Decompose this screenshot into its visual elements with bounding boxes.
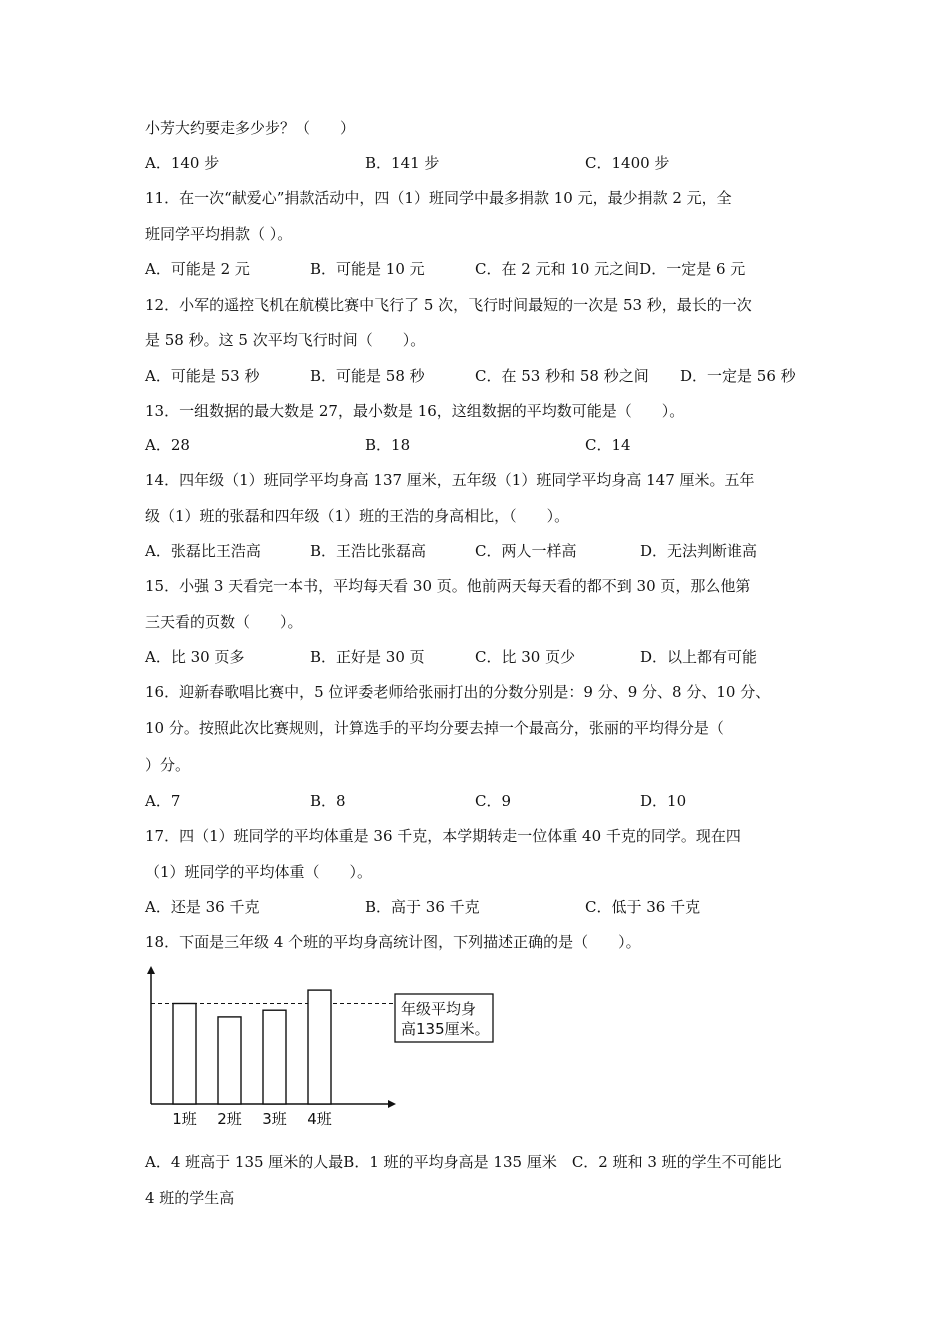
q16-option-c[interactable]: C．9 xyxy=(475,792,512,810)
q10-option-a[interactable]: A．140 步 xyxy=(145,154,220,172)
q15-option-d[interactable]: D．以上都有可能 xyxy=(640,648,758,666)
q18-options-line1[interactable]: A．4 班高于 135 厘米的人最B．1 班的平均身高是 135 厘米 C．2 班和 3 班的学生不可能比 xyxy=(145,1153,782,1171)
q17-option-c[interactable]: C．低于 36 千克 xyxy=(585,898,701,916)
q16-option-b[interactable]: B．8 xyxy=(310,792,346,810)
annotation-line2: 高135厘米。 xyxy=(401,1020,490,1038)
q14-option-a[interactable]: A．张磊比王浩高 xyxy=(145,542,261,560)
q12-stem-line1: 12．小军的遥控飞机在航模比赛中飞行了 5 次，飞行时间最短的一次是 53 秒，最长的一次 xyxy=(145,296,752,314)
category-label-2: 2班 xyxy=(217,1110,242,1128)
bar-1 xyxy=(173,1004,196,1105)
q13-option-c[interactable]: C．14 xyxy=(585,436,631,454)
q18-stem-line1: 18．下面是三年级 4 个班的平均身高统计图，下列描述正确的是（ ）。 xyxy=(145,933,641,951)
q12-option-d[interactable]: D．一定是 56 秒 xyxy=(680,367,796,385)
q13-option-a[interactable]: A．28 xyxy=(145,436,190,454)
q15-stem-line1: 15．小强 3 天看完一本书，平均每天看 30 页。他前两天每天看的都不到 30 页，那么他第 xyxy=(145,577,751,595)
q11-stem-line1: 11．在一次“献爱心”捐款活动中，四（1）班同学中最多捐款 10 元，最少捐款 2 元，全 xyxy=(145,189,732,207)
q18-options-line2: 4 班的学生高 xyxy=(145,1189,235,1207)
q13-stem-line1: 13．一组数据的最大数是 27，最小数是 16，这组数据的平均数可能是（ ）。 xyxy=(145,402,685,420)
q16-option-d[interactable]: D．10 xyxy=(640,792,687,810)
q10-option-b[interactable]: B．141 步 xyxy=(365,154,440,172)
q12-option-c[interactable]: C．在 53 秒和 58 秒之间 xyxy=(475,367,649,385)
q15-option-a[interactable]: A．比 30 页多 xyxy=(145,648,245,666)
q11-option-c-d[interactable]: C．在 2 元和 10 元之间D．一定是 6 元 xyxy=(475,260,746,278)
q11-option-b[interactable]: B．可能是 10 元 xyxy=(310,260,425,278)
category-label-3: 3班 xyxy=(262,1110,287,1128)
q16-option-a[interactable]: A．7 xyxy=(145,792,181,810)
q17-stem-line1: 17．四（1）班同学的平均体重是 36 千克，本学期转走一位体重 40 千克的同学。现在四 xyxy=(145,827,741,845)
annotation-line1: 年级平均身 xyxy=(401,1000,477,1018)
bar-3 xyxy=(263,1010,286,1104)
q17-option-a[interactable]: A．还是 36 千克 xyxy=(145,898,260,916)
category-label-4: 4班 xyxy=(307,1110,332,1128)
q16-stem-line2: 10 分。按照此次比赛规则，计算选手的平均分要去掉一个最高分，张丽的平均得分是（ xyxy=(145,719,724,737)
q15-stem-line2: 三天看的页数（ ）。 xyxy=(145,613,303,631)
q17-stem-line2: （1）班同学的平均体重（ ）。 xyxy=(145,863,373,881)
q14-stem-line1: 14．四年级（1）班同学平均身高 137 厘米，五年级（1）班同学平均身高 147 厘米。五年 xyxy=(145,471,755,489)
q14-option-b[interactable]: B．王浩比张磊高 xyxy=(310,542,427,560)
q11-stem-line2: 班同学平均捐款（ ）。 xyxy=(145,225,293,243)
q12-option-b[interactable]: B．可能是 58 秒 xyxy=(310,367,425,385)
q13-option-b[interactable]: B．18 xyxy=(365,436,411,454)
bar-4 xyxy=(308,990,331,1104)
q10-stem-end: 小芳大约要走多少步？（ ） xyxy=(145,119,356,137)
q15-option-c[interactable]: C．比 30 页少 xyxy=(475,648,576,666)
q15-option-b[interactable]: B．正好是 30 页 xyxy=(310,648,425,666)
q12-stem-line2: 是 58 秒。这 5 次平均飞行时间（ ）。 xyxy=(145,331,426,349)
q14-option-d[interactable]: D．无法判断谁高 xyxy=(640,542,758,560)
q17-option-b[interactable]: B．高于 36 千克 xyxy=(365,898,480,916)
q14-stem-line2: 级（1）班的张磊和四年级（1）班的王浩的身高相比，（ ）。 xyxy=(145,507,570,525)
q16-stem-line1: 16．迎新春歌唱比赛中，5 位评委老师给张丽打出的分数分别是：9 分、9 分、8 分、10 分、 xyxy=(145,683,771,701)
bar-2 xyxy=(218,1017,241,1104)
q16-stem-line3: ）分。 xyxy=(145,756,191,774)
q12-option-a[interactable]: A．可能是 53 秒 xyxy=(145,367,260,385)
q10-option-c[interactable]: C．1400 步 xyxy=(585,154,670,172)
bar-chart xyxy=(140,962,500,1132)
category-label-1: 1班 xyxy=(172,1110,197,1128)
q11-option-a[interactable]: A．可能是 2 元 xyxy=(145,260,250,278)
q14-option-c[interactable]: C．两人一样高 xyxy=(475,542,577,560)
